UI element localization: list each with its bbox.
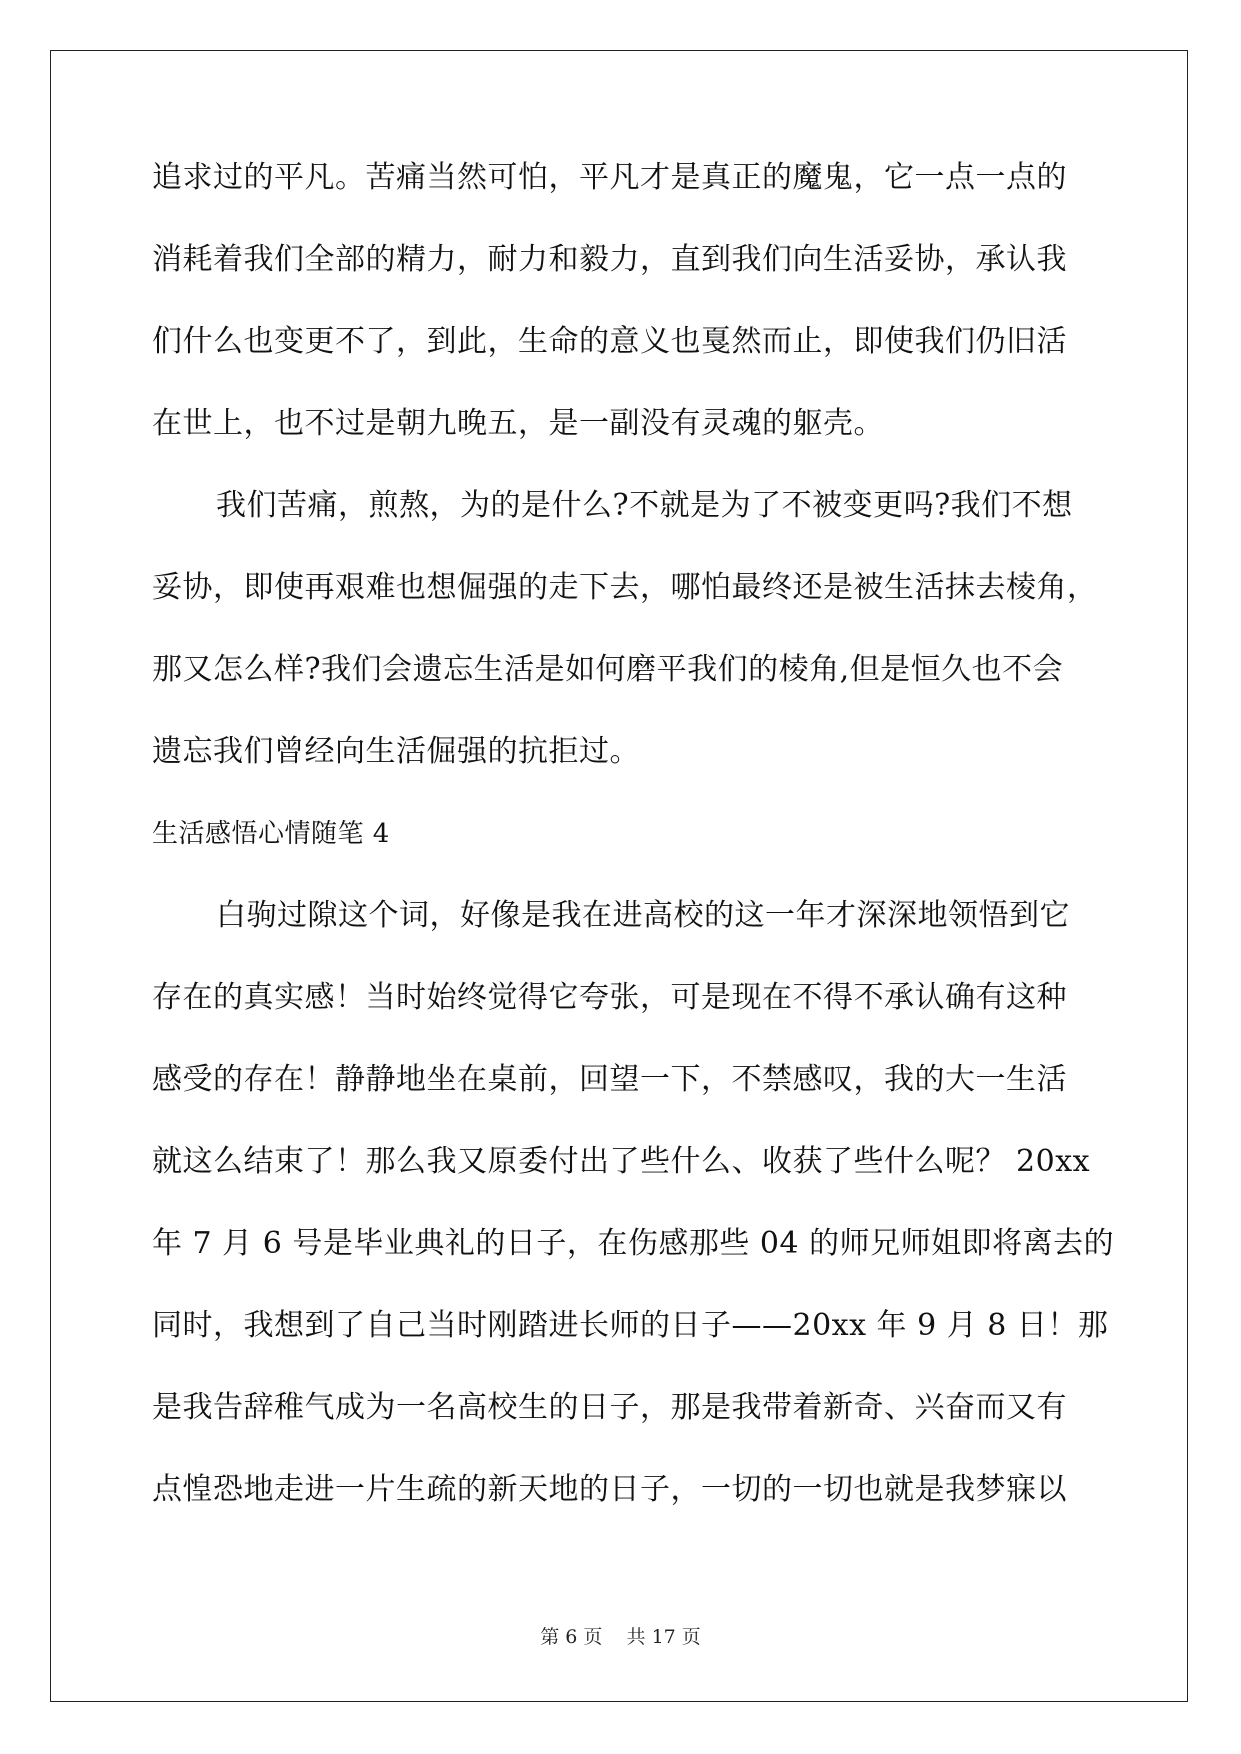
text-line: 是我告辞稚气成为一名高校生的日子，那是我带着新奇、兴奋而又有 bbox=[152, 1390, 1067, 1425]
text-line: 那又怎么样?我们会遗忘生活是如何磨平我们的棱角,但是恒久也不会 bbox=[152, 652, 1064, 687]
text-line: 存在的真实感！当时始终觉得它夸张，可是现在不得不承认确有这种 bbox=[152, 980, 1067, 1015]
text-line: 感受的存在！静静地坐在桌前，回望一下，不禁感叹，我的大一生活 bbox=[152, 1062, 1067, 1097]
text-line: 就这么结束了！那么我又原委付出了些什么、收获了些什么呢？ 20xx bbox=[152, 1144, 1091, 1179]
text-line: 遗忘我们曾经向生活倔强的抗拒过。 bbox=[152, 734, 640, 769]
document-body bbox=[152, 158, 1115, 1552]
paragraph-first-line: 白驹过隙这个词，好像是我在进高校的这一年才深深地领悟到它 bbox=[216, 898, 1070, 933]
text-line: 点惶恐地走进一片生疏的新天地的日子，一切的一切也就是我梦寐以 bbox=[152, 1472, 1067, 1507]
text-line: 追求过的平凡。苦痛当然可怕，平凡才是真正的魔鬼，它一点一点的 bbox=[152, 160, 1067, 195]
text-line: 消耗着我们全部的精力，耐力和毅力，直到我们向生活妥协，承认我 bbox=[152, 242, 1067, 277]
text-line: 们什么也变更不了，到此，生命的意义也戛然而止，即使我们仍旧活 bbox=[152, 324, 1067, 359]
paragraph-first-line: 我们苦痛，煎熬，为的是什么?不就是为了不被变更吗?我们不想 bbox=[216, 488, 1073, 523]
text-line: 在世上，也不过是朝九晚五，是一副没有灵魂的躯壳。 bbox=[152, 406, 884, 441]
text-line: 年 7 月 6 号是毕业典礼的日子，在伤感那些 04 的师兄师姐即将离去的 bbox=[152, 1226, 1115, 1261]
text-line: 妥协，即使再艰难也想倔强的走下去，哪怕最终还是被生活抹去棱角， bbox=[152, 570, 1098, 605]
text-line: 同时，我想到了自己当时刚踏进长师的日子——20xx 年 9 月 8 日！那 bbox=[152, 1308, 1109, 1343]
page-number-footer: 第 6 页 共 17 页 bbox=[540, 1626, 701, 1648]
section-heading: 生活感悟心情随笔 4 bbox=[152, 819, 390, 849]
